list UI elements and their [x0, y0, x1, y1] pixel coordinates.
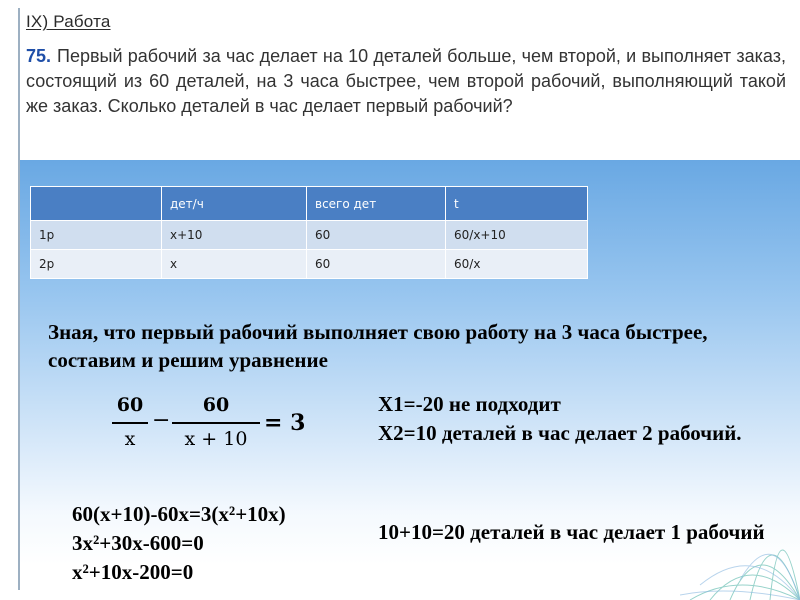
fraction-right	[172, 394, 260, 450]
table-cell: 60/x	[446, 250, 588, 279]
fraction-numerator: 60	[202, 394, 230, 416]
fraction-left	[112, 394, 148, 450]
step-line: 60(x+10)-60x=3(x²+10x)	[72, 502, 286, 526]
section-title: IX) Работа	[26, 12, 111, 31]
fraction-denominator: x + 10	[184, 428, 248, 450]
intro-text: Зная, что первый рабочий выполняет свою работу на 3 часа быстрее, составим и решим уравнение	[48, 320, 708, 372]
step-line: 3x²+30x-600=0	[72, 531, 204, 555]
table-cell: 60	[307, 250, 446, 279]
table-cell: x	[162, 250, 307, 279]
problem-text: Первый рабочий за час делает на 10 деталей больше, чем второй, и выполняет заказ, состоящий из 60 деталей, на 3 часа быстрее, чем второй рабочий, выполняющий такой же заказ. Сколько деталей в час делает первый рабочий?	[26, 46, 786, 116]
fraction-denominator: x	[124, 428, 136, 450]
solution-steps	[72, 500, 286, 587]
minus-sign: −	[152, 408, 171, 433]
roots-block	[378, 390, 778, 448]
table-header-cell: всего дет	[307, 187, 446, 221]
table-header-cell: t	[446, 187, 588, 221]
table-row	[31, 250, 588, 279]
table-row	[31, 221, 588, 250]
table-header-cell: дет/ч	[162, 187, 307, 221]
data-table	[30, 186, 588, 279]
table-header-cell	[31, 187, 162, 221]
root-line: X1=-20 не подходит	[378, 392, 561, 416]
final-answer: 10+10=20 деталей в час делает 1 рабочий	[378, 520, 765, 544]
problem-number: 75.	[26, 46, 52, 66]
table-cell: 1р	[31, 221, 162, 250]
root-line: X2=10 деталей в час делает 2 рабочий.	[378, 421, 742, 445]
textbook-scan	[26, 12, 786, 119]
fraction-numerator: 60	[116, 394, 144, 416]
table-header-row	[31, 187, 588, 221]
table-cell: 2р	[31, 250, 162, 279]
table-cell: x+10	[162, 221, 307, 250]
step-line: x²+10x-200=0	[72, 560, 194, 584]
table-cell: 60/x+10	[446, 221, 588, 250]
table-cell: 60	[307, 221, 446, 250]
equation-rhs: = 3	[264, 410, 306, 436]
problem-statement	[26, 44, 786, 119]
